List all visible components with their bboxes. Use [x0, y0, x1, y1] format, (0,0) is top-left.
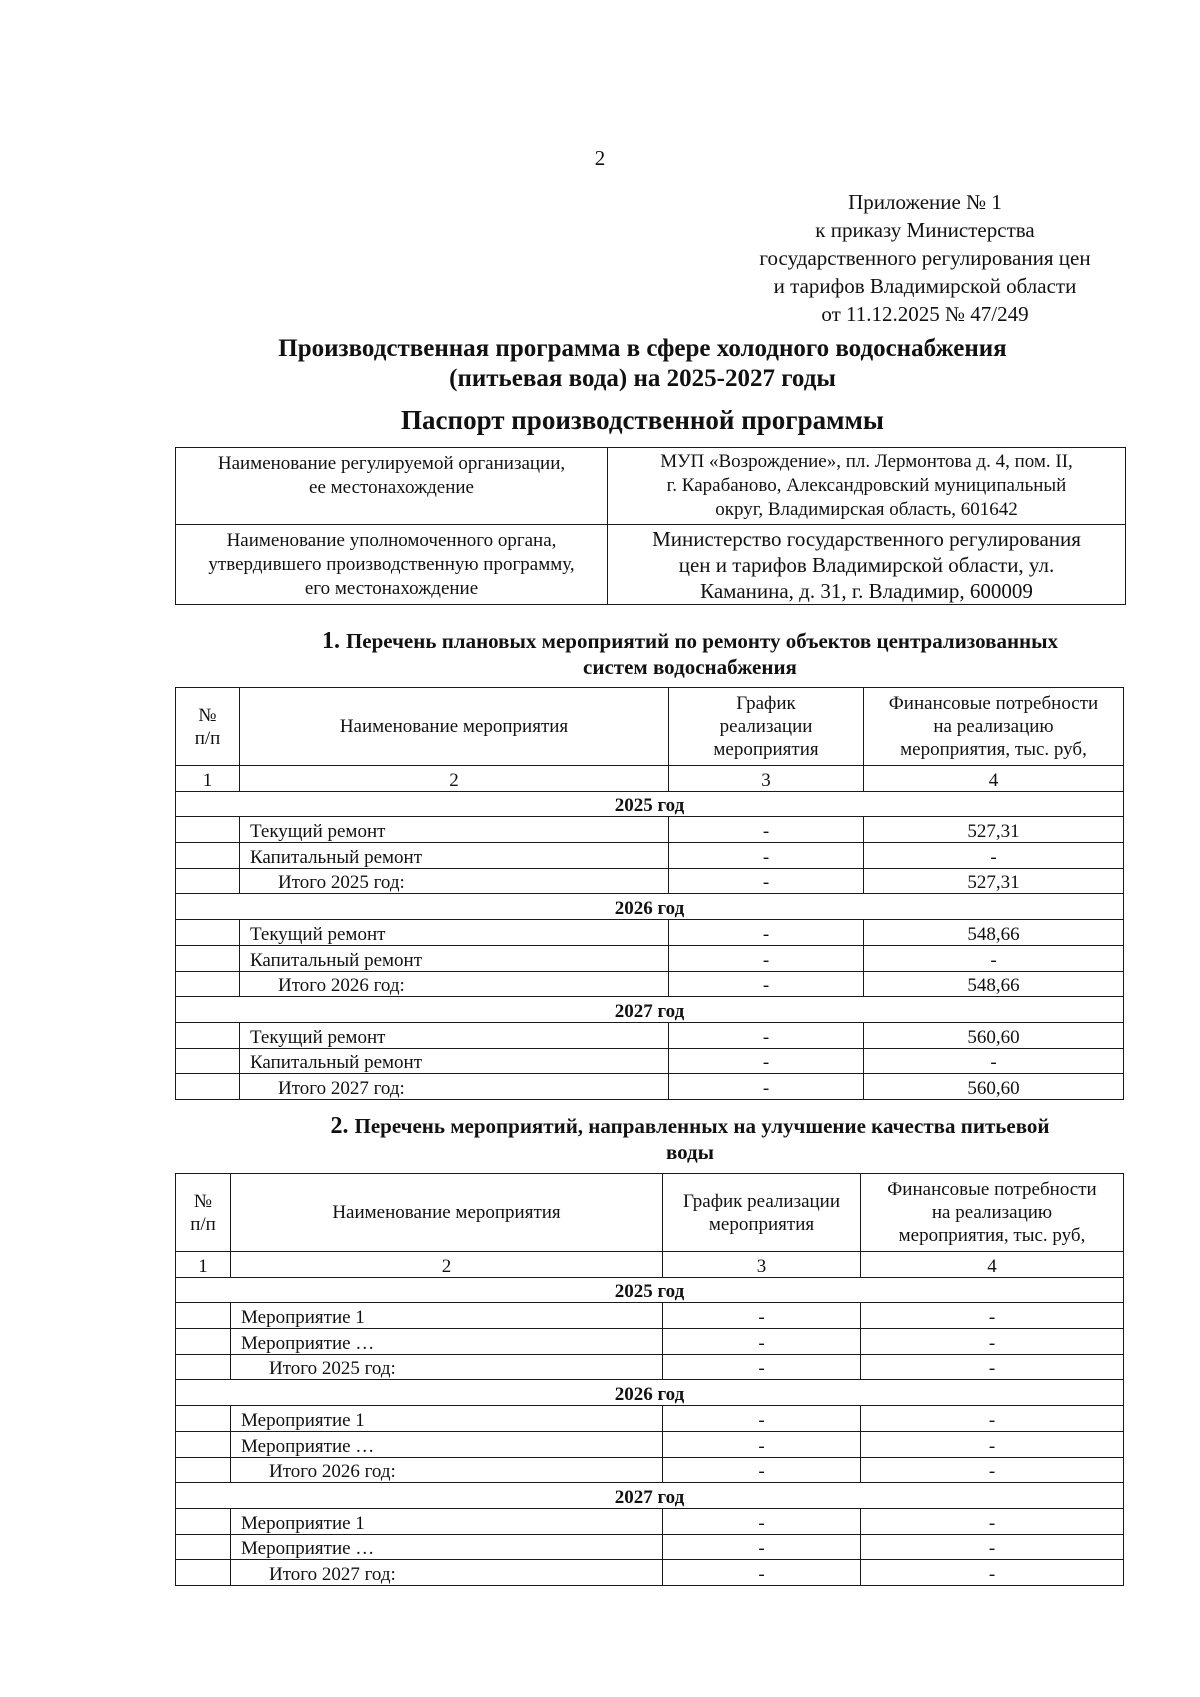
column-number-row [176, 766, 1124, 792]
text-line: График реализации [682, 1190, 841, 1212]
event-name: Мероприятие 1 [231, 1508, 663, 1534]
table-row [176, 945, 1124, 971]
text-line: округ, Владимирская область, 601642 [715, 499, 1018, 520]
event-schedule: - [663, 1303, 861, 1329]
text-line: Министерство государственного регулирования [652, 526, 1081, 551]
text-line: Наименование уполномоченного органа, [226, 529, 557, 551]
event-name: Текущий ремонт [240, 1022, 669, 1048]
total-finance: 548,66 [864, 971, 1124, 997]
header-finance [861, 1174, 1124, 1252]
event-schedule: - [663, 1508, 861, 1534]
text-line: цен и тарифов Владимирской области, ул. [678, 552, 1055, 577]
event-name: Текущий ремонт [240, 920, 669, 946]
col-number: 4 [864, 766, 1124, 792]
header-schedule [663, 1174, 861, 1252]
col-number: 2 [240, 766, 669, 792]
event-finance: 560,60 [864, 1022, 1124, 1048]
table-row [176, 1022, 1124, 1048]
row-num [176, 1303, 231, 1329]
row-num [176, 1457, 231, 1483]
row-num [176, 817, 240, 843]
passport-row [176, 448, 1126, 525]
header-finance [864, 688, 1124, 766]
event-finance: 527,31 [864, 817, 1124, 843]
text-line: реализации [719, 716, 813, 737]
event-name: Мероприятие … [231, 1431, 663, 1457]
passport-value [608, 525, 1126, 605]
row-num [176, 1354, 231, 1380]
text-line: Финансовые потребности [888, 693, 1099, 714]
appendix-line: и тарифов Владимирской области [773, 274, 1077, 298]
text-line: мероприятия [708, 1213, 815, 1235]
event-schedule: - [663, 1431, 861, 1457]
event-schedule: - [669, 1022, 864, 1048]
col-number: 4 [861, 1252, 1124, 1278]
section2-heading [240, 1113, 1140, 1165]
appendix-line: Приложение № 1 [848, 190, 1002, 214]
total-finance: 560,60 [864, 1074, 1124, 1100]
heading-line: систем водоснабжения [583, 655, 797, 679]
event-schedule: - [669, 945, 864, 971]
year-row [176, 894, 1124, 920]
row-num [176, 1560, 231, 1586]
total-schedule: - [669, 971, 864, 997]
year-row [176, 1380, 1124, 1406]
row-num [176, 843, 240, 869]
row-num [176, 1406, 231, 1432]
text-line: утвердившего производственную программу, [208, 553, 575, 575]
year-row [176, 1483, 1124, 1509]
water-quality-events-table [175, 1173, 1124, 1586]
appendix-block [700, 188, 1150, 328]
event-name: Капитальный ремонт [240, 945, 669, 971]
event-name: Мероприятие 1 [231, 1303, 663, 1329]
text-line: на реализацию [933, 716, 1054, 737]
row-num [176, 1508, 231, 1534]
total-row [176, 1074, 1124, 1100]
table-row [176, 1431, 1124, 1457]
total-label: Итого 2026 год: [240, 971, 669, 997]
event-schedule: - [669, 817, 864, 843]
total-label: Итого 2026 год: [231, 1457, 663, 1483]
total-label: Итого 2027 год: [240, 1074, 669, 1100]
passport-heading: Паспорт производственной программы [401, 405, 884, 435]
event-schedule: - [669, 1048, 864, 1074]
event-finance: - [864, 843, 1124, 869]
appendix-line: от 11.12.2025 № 47/249 [821, 302, 1029, 326]
col-number: 1 [176, 1252, 231, 1278]
total-schedule: - [663, 1354, 861, 1380]
text-line: № [198, 704, 217, 726]
text-line: мероприятия, тыс. руб, [898, 1225, 1086, 1246]
text-line: г. Карабаново, Александровский муниципальный [666, 475, 1067, 496]
year-label: 2027 год [176, 997, 1124, 1023]
total-row [176, 1354, 1124, 1380]
event-schedule: - [669, 920, 864, 946]
heading-line [240, 1113, 1140, 1139]
text-line: ее местонахождение [309, 477, 474, 498]
row-num [176, 971, 240, 997]
total-schedule: - [669, 1074, 864, 1100]
year-row [176, 997, 1124, 1023]
table-row [176, 1406, 1124, 1432]
appendix-line: к приказу Министерства [815, 218, 1035, 242]
header-row [176, 688, 1124, 766]
event-schedule: - [663, 1406, 861, 1432]
total-schedule: - [663, 1457, 861, 1483]
heading-line [240, 628, 1140, 654]
passport-table [175, 447, 1126, 605]
event-finance: - [861, 1303, 1124, 1329]
text-line: График [736, 693, 796, 714]
event-name: Капитальный ремонт [240, 843, 669, 869]
row-num [176, 945, 240, 971]
total-row [176, 971, 1124, 997]
passport-row [176, 525, 1126, 605]
year-row [176, 1277, 1124, 1303]
column-number-row [176, 1252, 1124, 1278]
text-line: п/п [194, 727, 221, 749]
passport-label [176, 448, 608, 525]
title-line: (питьевая вода) на 2025-2027 годы [449, 365, 836, 392]
row-num [176, 868, 240, 894]
total-schedule: - [663, 1560, 861, 1586]
total-label: Итого 2025 год: [231, 1354, 663, 1380]
year-label: 2026 год [176, 1380, 1124, 1406]
total-label: Итого 2025 год: [240, 868, 669, 894]
total-row [176, 1560, 1124, 1586]
header-num [176, 688, 240, 766]
col-number: 3 [669, 766, 864, 792]
event-finance: - [861, 1508, 1124, 1534]
event-finance: 548,66 [864, 920, 1124, 946]
table-row [176, 1534, 1124, 1560]
text-line: МУП «Возрождение», пл. Лермонтова д. 4, пом. II, [660, 451, 1073, 472]
row-num [176, 1022, 240, 1048]
heading-text: Перечень мероприятий, направленных на улучшение качества питьевой [354, 1114, 1050, 1138]
text-line: Финансовые потребности [887, 1179, 1097, 1200]
page-number: 2 [594, 146, 606, 170]
text-line: № [193, 1190, 213, 1212]
row-num [176, 1074, 240, 1100]
header-name: Наименование мероприятия [231, 1174, 663, 1252]
event-name: Мероприятие … [231, 1329, 663, 1355]
total-row [176, 1457, 1124, 1483]
event-name: Текущий ремонт [240, 817, 669, 843]
event-schedule: - [663, 1534, 861, 1560]
title-line: Производственная программа в сфере холодного водоснабжения [278, 335, 1007, 362]
section1-number: 1. [321, 628, 340, 654]
table-row [176, 920, 1124, 946]
row-num [176, 920, 240, 946]
text-line: Каманина, д. 31, г. Владимир, 600009 [700, 578, 1033, 603]
document-title [160, 334, 1125, 394]
event-name: Мероприятие 1 [231, 1406, 663, 1432]
passport-label [176, 525, 608, 605]
section1-heading [240, 628, 1140, 680]
table-row [176, 843, 1124, 869]
row-num [176, 1431, 231, 1457]
year-label: 2025 год [176, 791, 1124, 817]
appendix-line: государственного регулирования цен [759, 246, 1091, 270]
heading-line: воды [665, 1140, 715, 1164]
total-finance: 527,31 [864, 868, 1124, 894]
event-schedule: - [663, 1329, 861, 1355]
text-line: п/п [190, 1213, 216, 1235]
total-finance: - [861, 1354, 1124, 1380]
event-finance: - [861, 1329, 1124, 1355]
event-finance: - [864, 1048, 1124, 1074]
table-row [176, 817, 1124, 843]
event-name: Капитальный ремонт [240, 1048, 669, 1074]
event-finance: - [861, 1431, 1124, 1457]
event-schedule: - [669, 843, 864, 869]
event-finance: - [861, 1534, 1124, 1560]
header-name: Наименование мероприятия [240, 688, 669, 766]
year-row [176, 791, 1124, 817]
repair-events-table [175, 687, 1124, 1100]
total-label: Итого 2027 год: [231, 1560, 663, 1586]
section2-number: 2. [330, 1113, 349, 1139]
text-line: мероприятия, тыс. руб, [900, 739, 1087, 760]
row-num [176, 1329, 231, 1355]
table-row [176, 1303, 1124, 1329]
passport-value [608, 448, 1126, 525]
event-finance: - [861, 1406, 1124, 1432]
col-number: 3 [663, 1252, 861, 1278]
event-name: Мероприятие … [231, 1534, 663, 1560]
text-line: мероприятия [713, 739, 819, 760]
total-finance: - [861, 1457, 1124, 1483]
event-finance: - [864, 945, 1124, 971]
year-label: 2027 год [176, 1483, 1124, 1509]
heading-text: Перечень плановых мероприятий по ремонту объектов централизованных [345, 629, 1059, 653]
table-row [176, 1508, 1124, 1534]
row-num [176, 1534, 231, 1560]
total-finance: - [861, 1560, 1124, 1586]
header-schedule [669, 688, 864, 766]
year-label: 2026 год [176, 894, 1124, 920]
col-number: 2 [231, 1252, 663, 1278]
table-row [176, 1329, 1124, 1355]
table-row [176, 1048, 1124, 1074]
total-schedule: - [669, 868, 864, 894]
text-line: Наименование регулируемой организации, [217, 453, 566, 474]
header-num [176, 1174, 231, 1252]
row-num [176, 1048, 240, 1074]
text-line: его местонахождение [304, 577, 479, 599]
text-line: на реализацию [931, 1202, 1053, 1223]
header-row [176, 1174, 1124, 1252]
year-label: 2025 год [176, 1277, 1124, 1303]
total-row [176, 868, 1124, 894]
col-number: 1 [176, 766, 240, 792]
